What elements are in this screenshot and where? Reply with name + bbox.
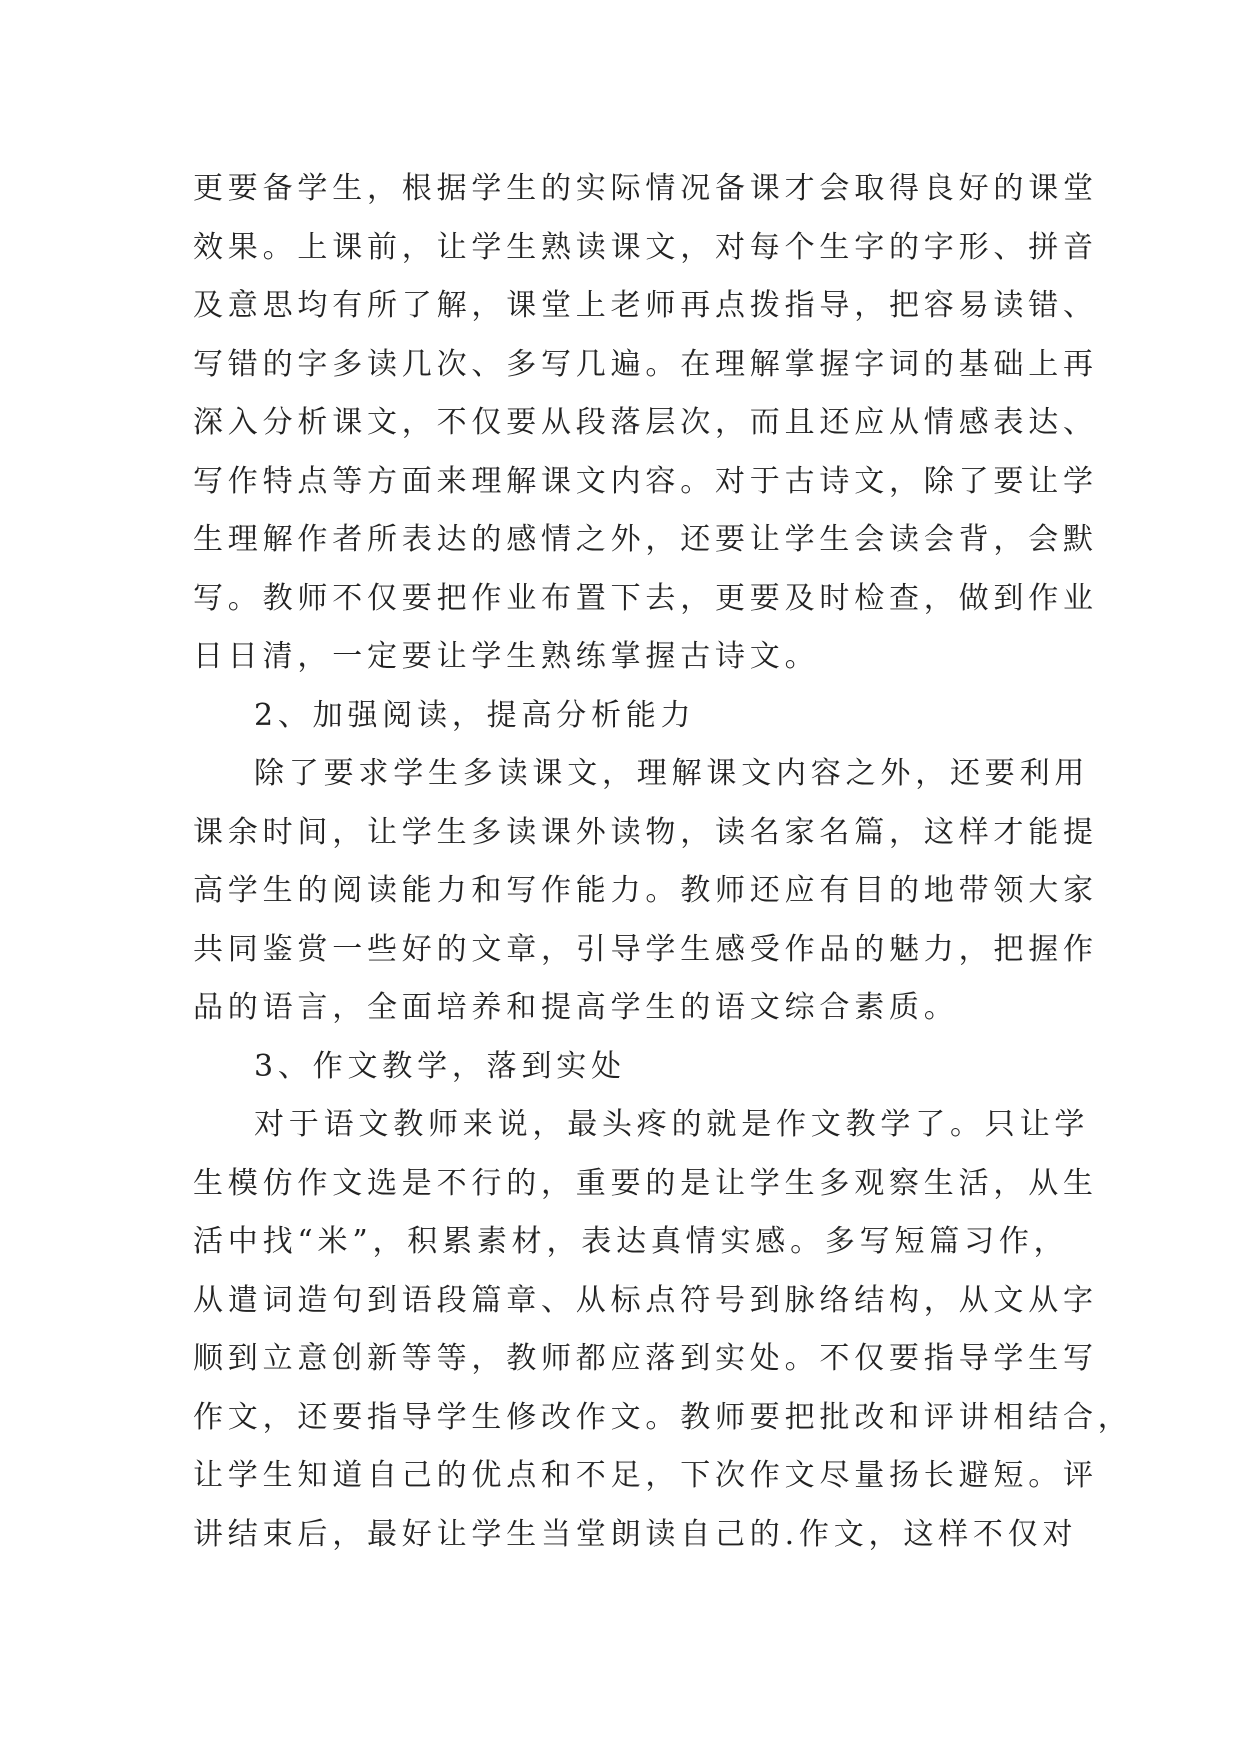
text-line: 日日清，一定要让学生熟练掌握古诗文。	[193, 639, 820, 674]
paragraph-first-line: 对于语文教师来说，最头疼的就是作文教学了。只让学	[254, 1107, 1090, 1142]
text-line: 效果。上课前，让学生熟读课文，对每个生字的字形、拼音	[193, 229, 1098, 265]
text-line: 作文，还要指导学生修改作文。教师要把批改和评讲相结合，	[193, 1399, 1133, 1435]
text-line: 让学生知道自己的优点和不足，下次作文尽量扬长避短。评	[193, 1458, 1098, 1493]
text-line: 高学生的阅读能力和写作能力。教师还应有目的地带领大家	[193, 873, 1098, 908]
text-line: 更要备学生，根据学生的实际情况备课才会取得良好的课堂	[193, 171, 1098, 206]
text-line: 顺到立意创新等等，教师都应落到实处。不仅要指导学生写	[193, 1341, 1098, 1376]
text-line: 生模仿作文选是不行的，重要的是让学生多观察生活，从生	[193, 1165, 1098, 1201]
text-line: 讲结束后，最好让学生当堂朗读自己的.作文，这样不仅对	[193, 1516, 1078, 1552]
section-heading: 2、加强阅读，提高分析能力	[254, 697, 696, 733]
section-heading: 3、作文教学，落到实处	[254, 1048, 626, 1084]
text-line: 从遣词造句到语段篇章、从标点符号到脉络结构，从文从字	[193, 1282, 1098, 1318]
text-line: 写。教师不仅要把作业布置下去，更要及时检查，做到作业	[193, 580, 1098, 616]
body-text	[193, 160, 1133, 1564]
text-line: 生理解作者所表达的感情之外，还要让学生会读会背，会默	[193, 522, 1098, 557]
paragraph-first-line: 除了要求学生多读课文，理解课文内容之外，还要利用	[254, 756, 1090, 791]
text-line: 课余时间，让学生多读课外读物，读名家名篇，这样才能提	[193, 814, 1098, 850]
text-line: 活中找“米”，积累素材，表达真情实感。多写短篇习作，	[193, 1224, 1069, 1259]
text-line: 共同鉴赏一些好的文章，引导学生感受作品的魅力，把握作	[193, 931, 1098, 967]
text-line: 写作特点等方面来理解课文内容。对于古诗文，除了要让学	[193, 463, 1098, 499]
text-line: 写错的字多读几次、多写几遍。在理解掌握字词的基础上再	[193, 346, 1098, 382]
text-line: 及意思均有所了解，课堂上老师再点拨指导，把容易读错、	[193, 288, 1098, 323]
text-line: 品的语言，全面培养和提高学生的语文综合素质。	[193, 990, 959, 1025]
text-line: 深入分析课文，不仅要从段落层次，而且还应从情感表达、	[193, 405, 1098, 440]
